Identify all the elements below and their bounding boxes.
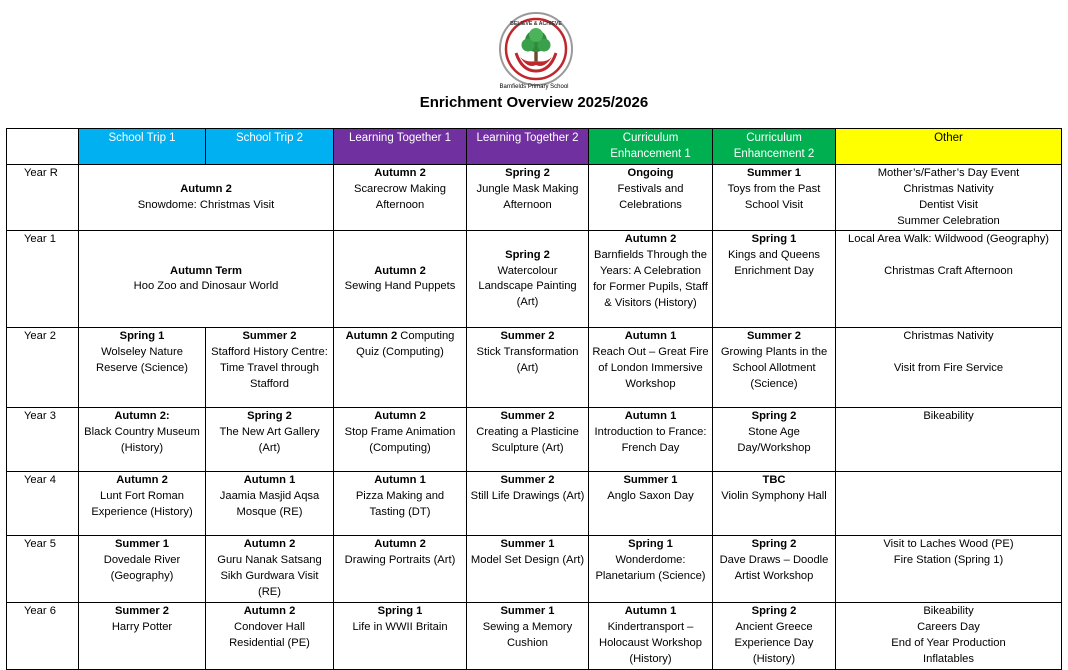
cell-learning-1 [334,472,467,536]
activity-text: Hoo Zoo and Dinosaur World [133,280,279,293]
activity-text: Stop Frame Animation (Computing) [344,426,456,455]
cell-curriculum-1 [589,472,713,536]
cell-learning-1 [334,536,467,603]
cell-curriculum-2 [713,328,836,408]
activity-text: Stone Age Day/Workshop [737,426,811,455]
other-item: Christmas Nativity [903,330,994,343]
cell-learning-1 [334,164,467,231]
activity-text: Life in WWII Britain [352,620,448,633]
activity-text: The New Art Gallery (Art) [219,426,320,455]
other-item [839,248,1058,264]
term-label: Summer 2 [500,410,555,423]
term-label: Summer 1 [746,166,802,179]
cell-school-trip-2 [206,328,334,408]
activity-text: Wonderdome: Planetarium (Science) [595,554,706,583]
year-label: Year R [7,164,79,231]
activity-text: Drawing Portraits (Art) [344,554,456,567]
term-label: Autumn 2 [374,264,426,277]
cell-other [836,472,1062,536]
logo-motto: BELIEVE & ACHIEVE [510,21,562,27]
header-learning-together-1: Learning Together 1 [334,129,467,165]
other-item: End of Year Production [891,636,1006,649]
cell-learning-1 [334,603,467,670]
term-label: Autumn 1 [624,605,677,618]
activity-text: Anglo Saxon Day [607,490,694,503]
activity-text: Computing Quiz (Computing) [356,330,455,359]
term-label: Autumn 2 [374,166,426,179]
term-label: Summer 2 [500,330,555,343]
activity-text: Reach Out – Great Fire of London Immersive Workshop [592,346,709,391]
cell-curriculum-1 [589,536,713,603]
table-row-year-4 [7,472,1062,536]
term-label: Autumn 2 [374,410,426,423]
year-label: Year 4 [7,472,79,536]
other-item: Fire Station (Spring 1) [893,554,1004,567]
term-label: Summer 1 [500,605,555,618]
activity-text: Ancient Greece Experience Day (History) [734,620,814,665]
table-row-year-2 [7,328,1062,408]
other-item: Visit to Laches Wood (PE) [883,538,1014,551]
other-item [839,345,1058,361]
term-label: Summer 2 [500,474,555,487]
page-title: Enrichment Overview 2025/2026 [419,94,649,111]
activity-text: Dovedale River (Geography) [103,554,181,583]
cell-curriculum-1 [589,164,713,231]
term-label: Ongoing [627,166,674,179]
activity-text: Jaamia Masjid Aqsa Mosque (RE) [219,490,320,519]
cell-school-trip-1 [79,408,206,472]
cell-school-trip [79,231,334,328]
cell-school-trip-1 [79,603,206,670]
term-label: Summer 2 [114,605,170,618]
cell-learning-1 [334,231,467,328]
other-item: Bikeability [923,605,974,618]
term-label: Autumn 1 [243,474,296,487]
enrichment-table [6,128,1062,670]
year-label: Year 6 [7,603,79,670]
header-learning-together-2: Learning Together 2 [467,129,589,165]
activity-text: Model Set Design (Art) [470,554,585,567]
term-label: Summer 2 [746,330,802,343]
cell-school-trip-2 [206,536,334,603]
activity-text: Black Country Museum (History) [84,426,200,455]
activity-text: Harry Potter [111,620,173,633]
term-label: Spring 2 [751,410,797,423]
cell-school-trip-2 [206,408,334,472]
term-label: Autumn Term [170,264,242,277]
header-row [7,129,1062,165]
cell-school-trip [79,164,334,231]
activity-text: Festivals and Celebrations [617,182,684,211]
cell-learning-2 [467,472,589,536]
other-item: Mother’s/Father’s Day Event [877,166,1020,179]
term-label: Autumn 1 [624,330,677,343]
header-curriculum-enhancement-1: Curriculum Enhancement 1 [589,129,713,165]
activity-text: Dave Draws – Doodle Artist Workshop [719,554,829,583]
school-logo [498,11,574,87]
header-school-trip-2: School Trip 2 [206,129,334,165]
term-label: Summer 1 [500,538,555,551]
year-label: Year 5 [7,536,79,603]
cell-learning-1 [334,408,467,472]
cell-curriculum-2 [713,231,836,328]
cell-learning-2 [467,408,589,472]
header-curriculum-enhancement-2: Curriculum Enhancement 2 [713,129,836,165]
term-label: Summer 1 [623,474,678,487]
term-label: Autumn 2 [243,538,296,551]
term-label: Spring 2 [505,248,550,261]
cell-school-trip-1 [79,328,206,408]
activity-text: Growing Plants in the School Allotment (Science) [720,346,828,391]
other-item: Bikeability [923,410,974,423]
term-label: Summer 2 [242,330,297,343]
cell-school-trip-1 [79,536,206,603]
header-other: Other [836,129,1062,165]
cell-learning-2 [467,231,589,328]
term-label: Spring 1 [751,233,797,246]
activity-text: Condover Hall Residential (PE) [229,620,310,649]
other-item: Visit from Fire Service [893,362,1004,375]
cell-other [836,536,1062,603]
activity-text: Toys from the Past School Visit [727,182,821,211]
term-label: Spring 2 [505,166,550,179]
activity-text: Watercolour Landscape Painting (Art) [478,264,577,309]
activity-text: Introduction to France: French Day [594,426,707,455]
other-item: Summer Celebration [897,214,1000,227]
corner-cell [7,129,79,165]
activity-text: Wolseley Nature Reserve (Science) [95,346,189,375]
term-label: Autumn 2 [243,605,296,618]
table-row-year-5 [7,536,1062,603]
term-label: Spring 2 [751,605,797,618]
year-label: Year 1 [7,231,79,328]
term-label: Spring 1 [628,538,673,551]
term-label: Spring 2 [247,410,292,423]
activity-text: Stafford History Centre: Time Travel through Stafford [211,346,328,391]
cell-learning-2 [467,164,589,231]
activity-text: Kindertransport – Holocaust Workshop (History) [598,620,702,665]
term-label: Autumn 2 [180,182,232,195]
cell-curriculum-1 [589,603,713,670]
other-item: Dentist Visit [919,198,978,211]
table-row-year-6 [7,603,1062,670]
term-label: Autumn 1 [374,474,426,487]
activity-text: Lunt Fort Roman Experience (History) [91,490,193,519]
cell-curriculum-2 [713,164,836,231]
activity-text: Scarecrow Making Afternoon [353,182,447,211]
activity-text: Kings and Queens Enrichment Day [727,249,821,278]
other-item: Careers Day [917,620,980,633]
cell-school-trip-1 [79,472,206,536]
cell-curriculum-2 [713,408,836,472]
cell-curriculum-2 [713,603,836,670]
cell-curriculum-2 [713,536,836,603]
activity-text: Sewing a Memory Cushion [482,620,573,649]
activity-text: Violin Symphony Hall [721,490,827,503]
term-label: Autumn 2 [624,233,677,246]
term-label: Spring 1 [119,330,165,343]
activity-text: Snowdome: Christmas Visit [137,198,275,211]
cell-other [836,603,1062,670]
cell-other [836,328,1062,408]
cell-other [836,231,1062,328]
other-item: Local Area Walk: Wildwood (Geography) [847,233,1050,246]
cell-learning-1 [334,328,467,408]
cell-curriculum-1 [589,408,713,472]
term-label: TBC [762,474,786,487]
table-row-year-1 [7,231,1062,328]
cell-school-trip-2 [206,472,334,536]
year-label: Year 3 [7,408,79,472]
activity-text: Guru Nanak Satsang Sikh Gurdwara Visit (RE) [217,554,322,599]
table-row-year-r [7,164,1062,231]
term-label: Autumn 2 [345,330,398,343]
cell-curriculum-1 [589,328,713,408]
term-label: Spring 2 [751,538,797,551]
term-label: Summer 1 [114,538,170,551]
header-school-trip-1: School Trip 1 [79,129,206,165]
cell-learning-2 [467,603,589,670]
activity-text: Still Life Drawings (Art) [470,490,585,503]
activity-text: Stick Transformation (Art) [476,346,579,375]
table-row-year-3 [7,408,1062,472]
cell-school-trip-2 [206,603,334,670]
other-item: Christmas Craft Afternoon [884,265,1013,278]
cell-learning-2 [467,536,589,603]
cell-other [836,164,1062,231]
cell-curriculum-1 [589,231,713,328]
other-item: Christmas Nativity [903,182,994,195]
term-label: Autumn 2 [374,538,426,551]
activity-text: Sewing Hand Puppets [344,280,456,293]
other-item: Inflatables [923,652,974,665]
cell-other [836,408,1062,472]
activity-text: Jungle Mask Making Afternoon [476,182,579,211]
term-label: Autumn 1 [624,410,677,423]
cell-curriculum-2 [713,472,836,536]
term-label: Spring 1 [377,605,423,618]
activity-text: Creating a Plasticine Sculpture (Art) [476,426,579,455]
term-label: Autumn 2: [114,410,170,423]
term-label: Autumn 2 [116,474,168,487]
cell-learning-2 [467,328,589,408]
activity-text: Pizza Making and Tasting (DT) [355,490,445,519]
activity-text: Barnfields Through the Years: A Celebration for Former Pupils, Staff & Visitors (History) [593,249,708,310]
year-label: Year 2 [7,328,79,408]
school-name: Barnfields Primary School [499,84,569,90]
